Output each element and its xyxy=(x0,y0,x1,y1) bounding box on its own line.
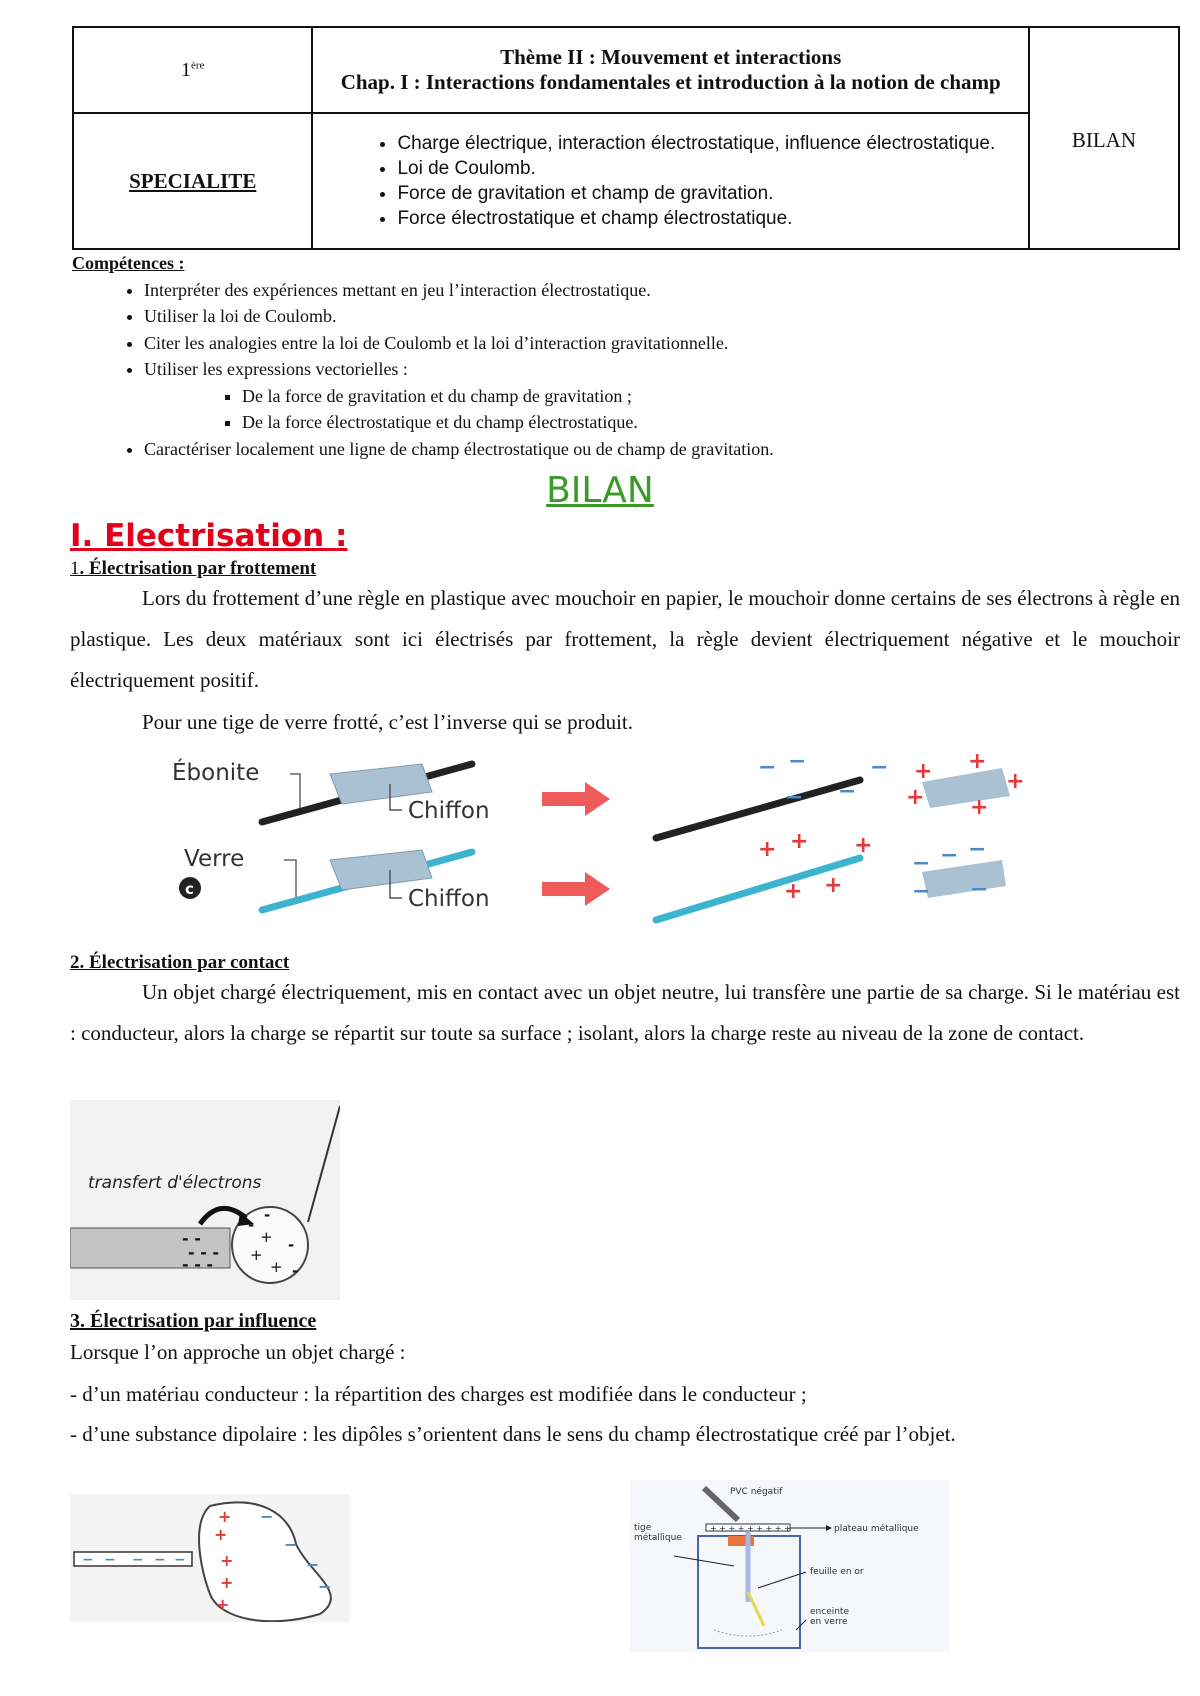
figure-background xyxy=(630,1480,950,1652)
topics-cell xyxy=(312,113,1028,249)
label-verre: Verre xyxy=(184,846,245,872)
charge-minus: − xyxy=(968,837,987,862)
label-plateau: plateau métallique xyxy=(834,1524,919,1534)
label-enceinte-2: en verre xyxy=(810,1617,848,1627)
charge-minus: − xyxy=(912,879,931,904)
label-tige-1: tige xyxy=(634,1523,652,1533)
competences-list xyxy=(72,277,1180,383)
topic-item: • Force de gravitation et champ de gravitation. xyxy=(397,181,1027,206)
heading-frottement-num: 1 xyxy=(70,558,80,579)
charge-plus: + xyxy=(906,785,925,810)
competence-subitem: ▪ De la force de gravitation et du champ de gravitation ; xyxy=(242,383,1180,410)
charge-plus: + xyxy=(250,1246,263,1264)
topic-item: • Force électrostatique et champ électrostatique. xyxy=(397,206,1027,231)
charge-minus: − xyxy=(838,779,857,804)
charge-minus: - - - xyxy=(182,1255,214,1274)
charge-plus: + xyxy=(220,1551,234,1570)
competences-title: Compétences : xyxy=(72,253,185,273)
competence-item: • Utiliser les expressions vectorielles : xyxy=(144,356,1180,383)
charge-minus: − xyxy=(260,1507,274,1526)
specialite-cell: SPECIALITE xyxy=(73,113,312,249)
bilan-cell: BILAN xyxy=(1029,27,1179,249)
charge-plus: + xyxy=(1006,769,1025,794)
competences-sublist xyxy=(72,383,1180,436)
charge-plus: + xyxy=(214,1525,228,1544)
charge-minus: − xyxy=(306,1555,320,1574)
label-feuille: feuille en or xyxy=(810,1567,864,1577)
label-enceinte-1: enceinte xyxy=(810,1607,849,1617)
charge-minus: - - - xyxy=(188,1243,220,1262)
paragraph-influence-intro: Lorsque l’on approche un objet chargé : xyxy=(70,1340,406,1364)
competence-item: • Citer les analogies entre la loi de Coulomb et la loi d’interaction gravitationnelle. xyxy=(144,330,1180,357)
charge-minus: − xyxy=(940,843,959,868)
charge-minus: - xyxy=(292,1262,299,1280)
charge-minus: - xyxy=(248,1216,255,1234)
header-table xyxy=(72,26,1180,250)
label-pvc: PVC négatif xyxy=(730,1487,783,1497)
charge-plus: + xyxy=(824,873,843,898)
charge-minus: - xyxy=(288,1236,295,1254)
label-chiffon-bottom: Chiffon xyxy=(408,886,490,912)
theme-title: Thème II : Mouvement et interactions xyxy=(500,45,842,69)
arrow-bottom xyxy=(542,872,610,906)
level-superscript: ère xyxy=(191,58,205,71)
charge-minus: − xyxy=(870,755,889,780)
paragraph-frottement: Lors du frottement d’une règle en plastique avec mouchoir en papier, le mouchoir donne certains de ses électrons à règle en plastique. Les deux matériaux sont ici électrisés par frottement, la règle devient électriquement négative et le mouchoir électriquement positif. xyxy=(70,586,1180,692)
level-cell xyxy=(73,27,312,113)
label-transfert: transfert d'électrons xyxy=(88,1173,262,1193)
charge-plus: + xyxy=(260,1228,273,1246)
heading-frottement xyxy=(70,558,316,580)
charge-plus: + xyxy=(970,795,989,820)
label-tige-2: métallique xyxy=(634,1533,682,1543)
competences-block xyxy=(72,250,1180,462)
charge-minus: − xyxy=(174,1552,186,1568)
cloth-charged-bottom xyxy=(922,860,1006,898)
influence-figure xyxy=(70,1494,350,1622)
topics-list xyxy=(313,131,1027,231)
positive-charges-bottom xyxy=(758,829,872,904)
charge-minus: − xyxy=(912,851,931,876)
charge-minus: − xyxy=(970,877,989,902)
paragraph-influence-dipole: - d’une substance dipolaire : les dipôles s’orientent dans le sens du champ électrostatique créé par l’objet. xyxy=(70,1422,956,1446)
charge-plus: + xyxy=(218,1507,232,1526)
charge-plus: + xyxy=(220,1573,234,1592)
charge-minus: − xyxy=(132,1552,144,1568)
electroscope-figure xyxy=(630,1480,950,1652)
theme-cell xyxy=(312,27,1028,113)
label-chiffon-top: Chiffon xyxy=(408,798,490,824)
paragraph-verre: Pour une tige de verre frotté, c’est l’inverse qui se produit. xyxy=(142,710,634,734)
friction-figure xyxy=(170,752,1050,928)
charge-plus: + xyxy=(270,1258,283,1276)
bilan-heading: BILAN xyxy=(546,470,654,511)
label-ebonite: Ébonite xyxy=(172,760,260,786)
section-title-electrisation: I. Electrisation : xyxy=(70,518,348,554)
charge-plus: + xyxy=(790,829,809,854)
label-line xyxy=(284,860,296,902)
label-line xyxy=(290,774,300,810)
paragraph-influence-conductor: - d’un matériau conducteur : la répartition des charges est modifiée dans le conducteur ; xyxy=(70,1382,807,1406)
charge-minus: − xyxy=(104,1552,116,1568)
charge-plus: + xyxy=(784,879,803,904)
heading-influence: 3. Électrisation par influence xyxy=(70,1310,317,1332)
charge-minus: − xyxy=(788,752,807,774)
competence-item: • Interpréter des expériences mettant en jeu l’interaction électrostatique. xyxy=(144,277,1180,304)
competences-list-end xyxy=(72,436,1180,463)
plate-charges: + + + + + + + + + xyxy=(710,1524,791,1533)
charge-minus: − xyxy=(284,1535,298,1554)
charge-minus: − xyxy=(82,1552,94,1568)
badge-c-letter: c xyxy=(185,880,194,898)
topic-item: • Loi de Coulomb. xyxy=(397,156,1027,181)
paragraph-contact: Un objet chargé électriquement, mis en contact avec un objet neutre, lui transfère une partie de sa charge. Si le matériau est : conducteur, alors la charge se répartit sur toute sa surface ; isolant, alors la charge reste au niveau de la zone de contact. xyxy=(70,980,1180,1045)
charge-minus: − xyxy=(318,1577,332,1596)
ebonite-rod-charged xyxy=(656,780,860,838)
charge-plus: + xyxy=(968,752,987,774)
charge-minus: - - xyxy=(182,1229,201,1248)
charge-plus: + xyxy=(216,1595,230,1614)
charge-minus: − xyxy=(154,1552,166,1568)
chapter-title: Chap. I : Interactions fondamentales et introduction à la notion de champ xyxy=(340,70,1001,94)
charge-minus: − xyxy=(785,785,804,810)
heading-frottement-text: . Électrisation par frottement xyxy=(79,558,317,579)
cloth-charged-top xyxy=(922,768,1010,808)
heading-contact: 2. Électrisation par contact xyxy=(70,952,290,973)
topic-item: • Charge électrique, interaction électrostatique, influence électrostatique. xyxy=(397,131,1027,156)
charge-minus: − xyxy=(758,755,777,780)
charge-plus: + xyxy=(758,837,777,862)
charge-minus: - xyxy=(264,1206,271,1224)
competence-subitem: ▪ De la force électrostatique et du champ électrostatique. xyxy=(242,409,1180,436)
level-number: 1 xyxy=(181,58,191,81)
competence-item: • Utiliser la loi de Coulomb. xyxy=(144,303,1180,330)
charge-plus: + xyxy=(914,759,933,784)
contact-figure xyxy=(70,1100,340,1300)
cloth-bottom xyxy=(330,850,432,890)
competence-item: • Caractériser localement une ligne de champ électrostatique ou de champ de gravitation. xyxy=(144,436,1180,463)
charge-plus: + xyxy=(854,833,873,858)
arrow-top xyxy=(542,782,610,816)
